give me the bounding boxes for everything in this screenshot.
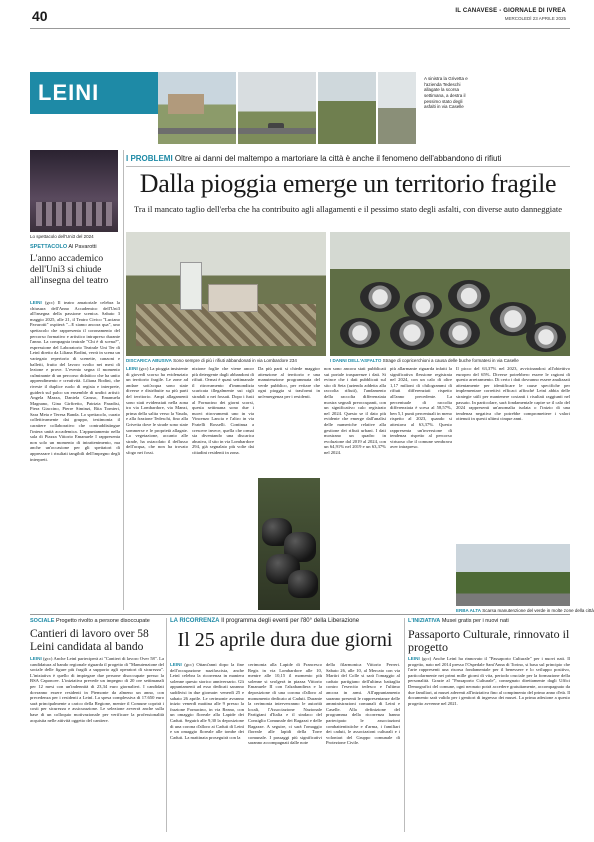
social-byline: LEINI: [30, 656, 42, 661]
initiative-author: (gcc): [421, 656, 432, 661]
box-shape: [208, 284, 258, 312]
hubcaps-photo: [330, 232, 570, 356]
initiative-body-text: Anche Leinì ha rinnovato il "Passaporto Culturale" per i nuovi nati. Il progetto, nato nel 2014 presso l'Ospedale Sant'Anna di Torino, si basa sul principio che l'arte rappresenti una risorsa fondamentale per il benessere e lo sviluppo positivo, particolarmente nei primi mille giorni di vita, periodo cruciale per la formazione della personalità. Grazie al "Passaporto Culturale", consegnato direttamente dagli Uffici Demografici del comune, ogni neonato potrà accedere gratuitamente, accompagnato da due familiari, ai musei aderenti all'iniziativa fino al compimento del primo anno d'età. Il documento sarà valido per i genitori di ingresso dei musei. La prima adesione a questo progetto avvenne nel 2021.: [408, 656, 570, 706]
main-author: (gcc): [138, 366, 149, 371]
social-kicker: [30, 618, 160, 624]
fridge-shape: [180, 262, 202, 310]
hubcap-shape: [390, 316, 434, 350]
column-divider: [404, 618, 405, 832]
tall-grass-photo: [456, 544, 570, 606]
page-number: 40: [32, 8, 48, 24]
water-strip: [158, 128, 236, 134]
main-headline: Dalla pioggia emerge un territorio fragile: [139, 169, 557, 198]
column-divider: [123, 150, 124, 610]
social-kicker-tag: SOCIALE: [30, 618, 55, 624]
main-subhead: Tra il mancato taglio dell'erba che ha contribuito agli allagamenti e il pessimo stato degli asfalti, con diverse auto danneggiate: [134, 204, 562, 214]
main-kicker-tag: I PROBLEMI: [126, 154, 173, 163]
tall-grass-caption: [456, 608, 594, 613]
initiative-kicker-text: Musei gratis per i nuovi nati: [441, 618, 509, 624]
social-body-text: Anche Leinì parteciperà ai "Cantieri di lavoro Over 58". La candidatura al bando regionale riguarda il progetto di "Manutenzione del sociale delle figure più fragili a supporto agli operatori di sicurezza". L'iniziativa è quello di impiegare due persone disoccupate presso la BSA Caponcee. L'iniziativa prevede un impegno di 20 ore settimanali per 12 mesi con un'indennità di 23,34 euro giornalieri. I candidati dovranno essere residenti in Piemonte da almeno un anno, con precedenza per i residenti a Leinì. La spesa complessiva di 17.650 euro sarà principalmente a carico della Regione, mentre il Comune coprirà i costi per sicurezza e assicurazione. Le selezione avverrà anche sulla base di un colloquio motivazionale per verificare la professionalità acquisita nelle attività oggetto del cantiere.: [30, 656, 164, 723]
asphalt-photo: [378, 72, 416, 144]
initiative-title: Passaporto Culturale, rinnovato il progetto: [408, 627, 570, 655]
dump-photo: [126, 232, 326, 356]
social-title: Cantieri di lavoro over 58 Leini candidata al bando: [30, 628, 149, 653]
water-strip: [238, 128, 316, 134]
grass-caption-tag: ERBA ALTA: [456, 608, 481, 613]
left-author: (gcc): [45, 300, 55, 305]
main-body-col-3: Da più parti si chiede maggior attenzione al territorio e una manutenzione programmata del verde pubblico, per evitare che ogni pioggia si trasformi in un'emergenza per i residenti.: [258, 366, 320, 399]
main-kicker-text: Oltre ai danni del maltempo a martoriare la città è anche il fenomeno dell'abbandono di rifiuti: [174, 154, 502, 163]
social-author: (gcc): [43, 656, 53, 661]
kicker-rule: [126, 166, 570, 167]
dump-caption-tag: DISCARICA ABUSIVA: [126, 358, 172, 363]
anniversary-col-3: della filarmonica Vittorio Ferreri. Sabato 26, alle 10, al Mercato con via Martiri del Colle si sarà l'omaggio al caduto partigiano dell'ultima battaglia contro l'esercito tedesco e l'ultimo ancora in armi. All'appuntamento saranno presenti le rappresentanze delle amministrazioni comunali di Leinì e Caselle. Alla definizione del programma della ricorrenza hanno partecipato le associazioni combattentistiche e d'arma, i familiari dei caduti, le associazioni culturali e i volontari del Gruppo comunale di Protezione Civile.: [326, 662, 400, 746]
theatre-photo-caption: Lo spettacolo dell'Uni3 del 2024: [30, 234, 94, 239]
flood-photo-grivetta: [158, 72, 236, 144]
initiative-kicker: [408, 618, 570, 624]
anniversary-kicker: [170, 618, 400, 624]
anniversary-col-2: cerimonia alla Lapide di Francesco Regis in via Lombardore alle 10, mentre alle 10,15 il momento più solenne si svolgerà in piazza Vittorio Emanuele II con l'alzabandiera e la deposizione di una corona d'alloro al monumento dedicato ai Caduti. Durante la cerimonia interverranno le autorità locali, l'Associazione Nazionale Partigiani d'Italia e il sindaco del Consiglio Comunale dei Ragazzi e delle Ragazze. A seguire, ci sarà l'omaggio floreale alle lapidi della Torre comunale. I passaggi più significativi saranno accompagnati dalle note: [248, 662, 322, 746]
section-title: LEINI: [38, 80, 100, 105]
actors-shape: [36, 202, 112, 226]
dump-photo-caption: [126, 358, 326, 363]
column-divider: [166, 618, 167, 832]
main-body-col-6: Il picco del 63,37% nel 2023, avvicinandosi all'obiettivo europeo del 65%. Diverse potrebbero essere le ragioni di questo arretramento. Di certo i dati dovranno essere analizzati attentamente per identificare le cause specifiche per implementare correttivi efficaci affinché Leinì abbia delle strategie utili per mantenere costanti i risultati raggiunti nel passato. In particolare, sarà fondamentale capire se il calo del 2024 rappresenti un'anomalia isolata o l'inizio di una tendenza negativa che potrebbe compromettere i valori ottenuti in questi ultimi cinque anni.: [456, 366, 570, 422]
left-kicker-text: Al Pavarotti: [68, 244, 97, 250]
anniversary-kicker-text: Il programma degli eventi per l'80° della Liberazione: [221, 618, 360, 624]
initiative-kicker-tag: L'INIZIATIVA: [408, 618, 441, 624]
main-body-col-2: nizione foglie che viene ancor più detergente dagli abbandoni di rifiuti. Ormai è quasi settimanale il ritrovamento d'immondizia scaricata illegalmente sui cigli stradali o nei fossati. Dopo i fusti al Fornacino dei giorni scorsi, questa settimana sono due i nuovi ritrovamenti uno in via Vincenzo Lancia e l'altro in via Fratelli Rosselli. Continua a crescere invece, quella che ormai sta diventando una discarica abusiva, il sito in via Lombardore 294, già segnalato più volte dai cittadini residenti in zona.: [192, 366, 255, 455]
main-body-col-4: non sono ancora stati pubblicati sui portale trasparenze i dati. Si evince che i dati pubblicati sul sito di Seta (azienda addetta alla raccolta rifiuti), l'andamento della raccolta differenziata mostra segnali preoccupanti, con un significativo calo registrato nel 2024. Questo se il dato più evidente che emerge dall'analisi delle numeriche relative alla gestione dei rifiuti urbani. I dati mostrano un quadro in evoluzione dal 2019 al 2024, con un 64,91% nel 2019 e un 63,37% nel 2024.: [324, 366, 386, 455]
hubcaps-caption-text: Strage di copricerchioni a causa delle buche formatesi in via Caselle: [382, 358, 519, 363]
hubcap-shape: [340, 318, 380, 348]
main-body-col-1: [126, 366, 188, 610]
hubcap-shape: [360, 282, 400, 312]
left-story-body: [30, 300, 120, 610]
anniversary-kicker-tag: LA RICORRENZA: [170, 618, 220, 624]
main-kicker: [126, 154, 570, 166]
newspaper-name: IL CANAVESE - GIORNALE DI IVREA: [455, 8, 566, 14]
page-header: [0, 0, 580, 36]
initiative-body: [408, 656, 570, 832]
garbage-bags-photo: [258, 478, 320, 610]
anniversary-title: Il 25 aprile dura due giorni: [177, 629, 393, 651]
left-kicker-tag: SPETTACOLO: [30, 244, 68, 250]
anniversary-author: (gcc): [184, 662, 194, 667]
hubcap-shape: [448, 280, 490, 312]
initiative-byline: LEINI: [408, 656, 420, 661]
left-body-text: Il teatro amatoriale celebra la chiusura dell'Anno Accademico dell'Uni3 all'insegna della passione scenica. Sabato 3 maggio 2025, alle 21, il Teatro Civico "Luciano Pavarotti" ospiterà "...E siamo ancora qua", uno spettacolo che rappresenta il coronamento del percorso formativo e artistico intrapreso durante l'anno. La compagnia teatrale "Chi è di scena?", espressione del Laboratorio Teatrale Uni Ter di Leinì diretto da Liliana Bodini, verrà in scena un variegato repertorio di scenette, canzoni e balletti, frutto del lavoro svolto nei mesi di lezione e prove. L'evento segna il momento culminante di un percorso didattico che ha unito apprendimento e creatività. Liliana Bodini, che riveste il duplice ruolo di regista e interprete, guiderà sul palco un ensemble di undici artisti: Angela Mazza, Daniela Caruso, Emanuela Magnano, Gina Girfiretto, Patrizia Paradisi, Piera Giaccino, Pierre Siminzi, Rita Tornieri, Sara Meta e Teresa Banda. Lo spettacolo, curato collettivamente dai gruppo, testimonia il carattere collaborativo che contraddistingue l'intera unità accademica. L'appuntamento nella sala di Piazza Vittorio Emanuele I rappresenta non solo un momento di intrattenimento, ma anche un'occasione per gli spettatori di apprezzare i risultati tangibili dell'impegno degli interpreti.: [30, 300, 120, 462]
house-shape: [168, 94, 204, 114]
top-photos-caption: A sinistra la Grivetta e l'azienda Tedeschi allagate la scorsa settimana, a destra il pessimo stato degli asfalti in via Caselle: [424, 76, 468, 110]
flood-photo-tedeschi: [238, 72, 316, 144]
hubcap-shape: [526, 322, 566, 352]
main-byline: LEINI: [126, 366, 138, 371]
main-body-col-5: più allarmante riguarda infatti la significativa flessione registrata nel 2024, con un calo di oltre 1,17 milioni di chilogrammi di rifiuti differenziati rispetto all'anno precedente. La percentuale di raccolta differenziata è scesa al 58,57%, ben 5,1 punti percentuali in meno rispetto al 2023, quando si attestava al 63,37%. Questo rappresenta un'inversione di tendenza rispetto al percorso virtuoso che il comune sembrava aver intrapreso.: [390, 366, 452, 450]
hubcaps-photo-caption: [330, 358, 570, 363]
social-body: [30, 656, 164, 832]
theatre-photo: [30, 150, 118, 232]
left-byline: LEINI: [30, 300, 42, 305]
header-rule: [30, 28, 570, 29]
hubcaps-caption-tag: I DANNI DELL'ASFALTO: [330, 358, 382, 363]
bag-shape: [288, 570, 318, 598]
anniversary-byline: LEINI: [170, 662, 182, 667]
main-col-1-text: La pioggia insistente di giovedì scorso ha evidenziato un territorio fragile. Le zone ad andare sott'acqua sono state diverse e distribuite su più parti del territorio. Ampi allagamenti sono stati evidenziati nella zona tra via Lombardore, via Manzi, prima della salita verso la Vauda, e alla frazione Tedeschi, fino alla Grivetta dove le strade sono state sommerse e le proprietà allagate. La vegetazione, accanto alle strade, ha ostacolato il deflusso dell'acqua, che non ha trovato sfogo nei fossi.: [126, 366, 188, 455]
left-kicker: [30, 244, 118, 250]
social-kicker-text: Progetto rivolto a persone disoccupate: [55, 618, 150, 624]
anniversary-col-1-text: Ottant'anni dopo la fine dell'occupazione nazifascista, anche Leinì celebra la ricorrenza in maniera solenne questo storico anniversario. Gli appuntamenti ad esso dedicati saranno suddivisi in due giornate: venerdì 25 e sabato 26 aprile. Le cerimonie avranno inizio venerdì mattina alle 9 presso la frazione Fornacino, in via Reano, con un omaggio floreale alla Lapide dei Caduti. Seguirà alle 9,30 la deposizione di una corona d'alloro ai Caduti di Leinì e un omaggio floreale alle tombe dei Caduti. La mattinata proseguirà con la: [170, 662, 244, 740]
road-photo: [318, 72, 376, 144]
anniversary-col-1: [170, 662, 244, 832]
hubcap-shape: [440, 318, 480, 348]
bottom-section-rule: [30, 614, 570, 615]
issue-date: MERCOLEDÌ 23 APRILE 2025: [504, 16, 566, 21]
dump-caption-text: Sono sempre di più i rifiuti abbandonati in via Lombardore 234: [173, 358, 297, 363]
grass-caption-text: Scarsa manutenzione del verde in molte zone della città: [482, 608, 594, 613]
left-story-title: L'anno accademico dell'Uni3 si chiude all'insegna del teatro: [30, 254, 109, 286]
